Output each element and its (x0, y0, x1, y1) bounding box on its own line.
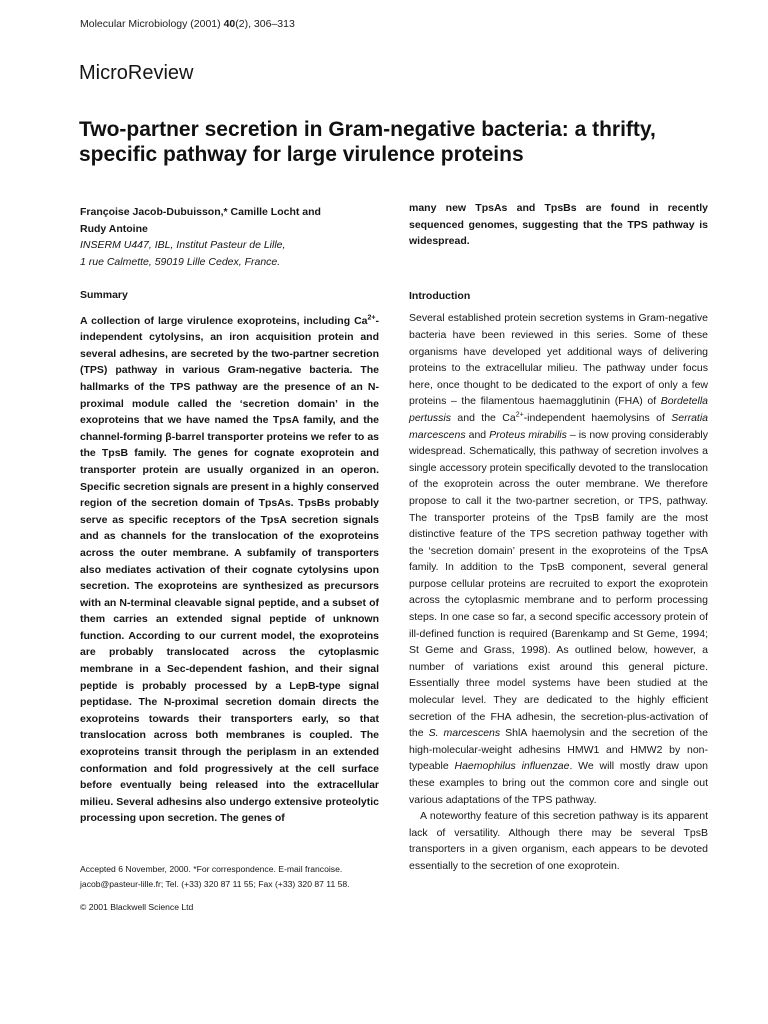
copyright-notice: © 2001 Blackwell Science Ltd (80, 902, 194, 912)
summary-heading: Summary (80, 289, 128, 301)
author-block (80, 204, 380, 270)
author-names-line-2: Rudy Antoine (80, 222, 148, 235)
introduction-heading: Introduction (409, 289, 471, 302)
section-label: MicroReview (79, 62, 194, 84)
journal-volume: 40 (223, 18, 236, 30)
intro-text: and the Ca (451, 411, 516, 424)
intro-text: Several established protein secretion systems in Gram-negative bacteria have been reviewed in this series. Some of these organisms have developed yet additional ways of delivering proteins to the extracellular milieu. The pathway under focus here, once thought to be dedicated to the export of only a few proteins – the filamentous haemagglutinin (FHA) of (409, 312, 708, 408)
summary-text-rest: -independent cytolysins, an iron acquisition protein and several adhesins, are secreted by the two-partner secretion (TPS) pathway in various Gram-negative bacteria. The hallmarks of the TPS pathway are the presence of an N-proximal module called the ‘secretion domain’ in the exoproteins that we have named the TpsA family, and the channel-forming β-barrel transporter proteins we refer to as the TpsB family. The genes for cognate exoprotein and transporter protein are usually organized in an operon. Specific secretion signals are present in a highly conserved region of the secretion domain of TpsAs. TpsBs probably serve as specific receptors of the TpsA secretion signals and as channels for the translocation of the exoproteins across the outer membrane. A subfamily of transporters also mediates activation of their cognate cytolysins upon secretion. The exoproteins are synthesized as precursors with an N-terminal cleavable signal peptide, and a subset of them carries an extended signal peptide of unknown function. According to our current model, the exoproteins are probably translocated across the cytoplasmic membrane in a Sec-dependent fashion, and their signal peptide is probably processed by a LepB-type signal peptidase. The N-proximal secretion domain directs the exoproteins towards their transporters early, so that translocation across both membranes is coupled. The exoproteins transit through the periplasm in an extended conformation and fold progressively at the cell surface before eventually being released into the extracellular milieu. Several adhesins also undergo extensive proteolytic processing upon secretion. The genes of (80, 314, 379, 825)
species-name: Bordetella pertussis (409, 395, 708, 424)
journal-header (80, 18, 295, 30)
right-column (409, 200, 708, 875)
species-name: Proteus mirabilis (489, 428, 567, 441)
left-column (80, 287, 379, 827)
intro-superscript: 2+ (515, 411, 524, 419)
intro-text: – is now proving considerably widespread. Schematically, this pathway of secretion involves a single accessory protein specifically devoted to the translocation of the exoprotein across the outer membrane. We therefore propose to call it the two-partner secretion, or TPS, pathway. The transporter proteins of the TpsB family are the most distinctive feature of the TPS secretion pathway together with the ‘secretion domain’ present in the exoproteins of the TpsA family. In addition to the TpsB component, several general purpose cellular proteins are recruited to export the exoprotein across the cytoplasmic membrane and to perform processing steps. In one case so far, a second specific accessory protein of ill-defined function is required (Barenkamp and St Geme, 1994; St Geme and Grass, 1998). As outlined below, however, a number of variations exist around this general picture. Essentially three model systems have been studied at the molecular level. They are dedicated to the highly efficient secretion of the FHA adhesin, the secretion-plus-activation of the (409, 428, 708, 740)
journal-name: Molecular Microbiology (2001) (80, 18, 221, 30)
species-name: Serratia marcescens (409, 411, 709, 441)
article-title: Two-partner secretion in Gram-negative bacteria: a thrifty, specific pathway for large virulence proteins (79, 118, 656, 166)
species-name: S. marcescens (428, 727, 501, 740)
summary-superscript: 2+ (367, 314, 376, 322)
affiliation-line-2: 1 rue Calmette, 59019 Lille Cedex, France. (80, 255, 281, 268)
introduction-paragraph-1 (409, 310, 708, 808)
intro-text: ShlA haemolysin and the secretion of the high-molecular-weight adhesins HMW1 and HMW2 by non-typeable (409, 727, 708, 773)
summary-continued: many new TpsAs and TpsBs are found in recently sequenced genomes, suggesting that the TPS pathway is widespread. (409, 202, 708, 248)
intro-text: and (465, 428, 490, 441)
footnote-line-1: Accepted 6 November, 2000. *For correspondence. E-mail francoise. (80, 864, 343, 874)
intro-text: -independent haemolysins of (523, 411, 672, 424)
footnote-line-2: jacob@pasteur-lille.fr; Tel. (+33) 320 87 11 55; Fax (+33) 320 87 11 58. (80, 879, 350, 889)
author-names-line-1: Françoise Jacob-Dubuisson,* Camille Locht and (80, 206, 321, 218)
introduction-paragraph-2: A noteworthy feature of this secretion pathway is its apparent lack of versatility. Although there may be several TpsB transporters in a given organism, each appears to be devoted essentially to the secretion of one exoprotein. (409, 810, 708, 872)
summary-text-start: A collection of large virulence exoproteins, including Ca (80, 314, 368, 327)
correspondence-footnote (80, 862, 380, 892)
species-name: Haemophilus influenzae (454, 760, 570, 773)
affiliation-line-1: INSERM U447, IBL, Institut Pasteur de Lille, (80, 239, 286, 251)
summary-text (80, 313, 379, 827)
intro-text: . We will mostly draw upon these examples to bring out the common core and single out various adaptations of the TPS pathway. (409, 760, 708, 806)
journal-issue-pages: (2), 306–313 (235, 18, 295, 30)
